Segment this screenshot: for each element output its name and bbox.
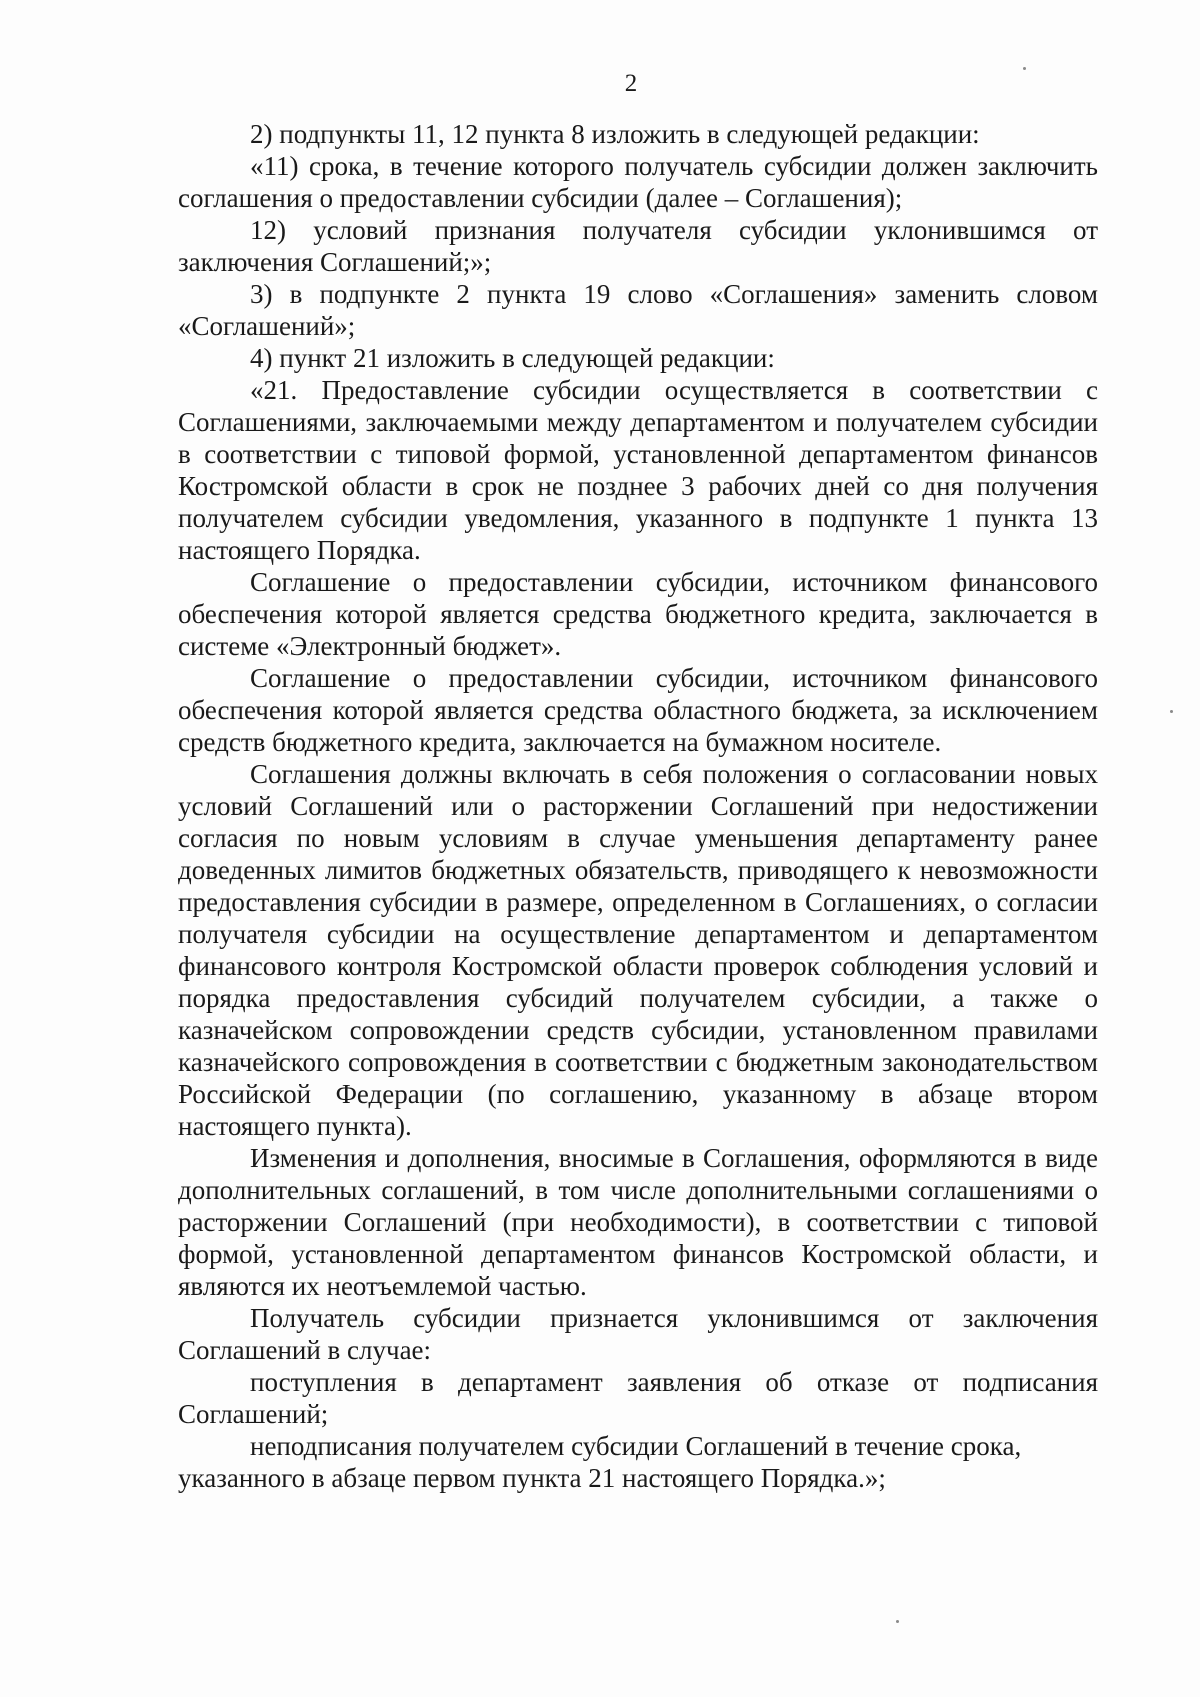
paragraph-9: Соглашения должны включать в себя положения о согласовании новых условий Соглашений или о расторжении Соглашений при недостижении согласия по новым условиям в случае уменьшения департаменту ранее доведенных лимитов бюджетных обязательств, приводящего к невозможности предоставления субсидии в размере, определенном в Соглашениях, о согласии получателя субсидии на осуществление департаментом и департаментом финансового контроля Костромской области проверок соблюдения условий и порядка предоставления субсидий получателем субсидии, а также о казначейском сопровождении средств субсидии, установленном правилами казначейского сопровождения в соответствии с бюджетным законодательством Российской Федерации (по соглашению, указанному в абзаце втором настоящего пункта). — [178, 759, 1098, 1141]
scan-speck — [1023, 67, 1026, 70]
paragraph-13: неподписания получателем субсидии Соглашений в течение срока, указанного в абзаце первом пункта 21 настоящего Порядка.»; — [178, 1431, 1022, 1493]
paragraph-12: поступления в департамент заявления об отказе от подписания Соглашений; — [178, 1367, 1098, 1429]
paragraph-6: «21. Предоставление субсидии осуществляется в соответствии с Соглашениями, заключаемыми между департаментом и получателем субсидии в соответствии с типовой формой, установленной департаментом финансов Костромской области в срок не позднее 3 рабочих дней со дня получения получателем субсидии уведомления, указанного в подпункте 1 пункта 13 настоящего Порядка. — [178, 375, 1098, 565]
paragraph-5: 4) пункт 21 изложить в следующей редакции: — [250, 343, 775, 373]
paragraph-7: Соглашение о предоставлении субсидии, источником финансового обеспечения которой является средства бюджетного кредита, заключается в системе «Электронный бюджет». — [178, 567, 1098, 661]
paragraph-8: Соглашение о предоставлении субсидии, источником финансового обеспечения которой является средства областного бюджета, за исключением средств бюджетного кредита, заключается на бумажном носителе. — [178, 663, 1098, 757]
document-body — [178, 118, 1098, 1494]
page-number: 2 — [624, 70, 638, 97]
paragraph-11: Получатель субсидии признается уклонившимся от заключения Соглашений в случае: — [178, 1303, 1098, 1365]
paragraph-1: 2) подпункты 11, 12 пункта 8 изложить в следующей редакции: — [250, 119, 980, 149]
scan-speck — [1170, 710, 1173, 713]
paragraph-10: Изменения и дополнения, вносимые в Соглашения, оформляются в виде дополнительных соглашений, в том числе дополнительными соглашениями о расторжении Соглашений (при необходимости), в соответствии с типовой формой, установленной департаментом финансов Костромской области, и являются их неотъемлемой частью. — [178, 1143, 1098, 1301]
scan-speck — [896, 1620, 899, 1623]
paragraph-4: 3) в подпункте 2 пункта 19 слово «Соглашения» заменить словом «Соглашений»; — [178, 279, 1098, 341]
paragraph-2: «11) срока, в течение которого получатель субсидии должен заключить соглашения о предоставлении субсидии (далее – Соглашения); — [178, 151, 1098, 213]
paragraph-3: 12) условий признания получателя субсидии уклонившимся от заключения Соглашений;»; — [178, 215, 1098, 277]
